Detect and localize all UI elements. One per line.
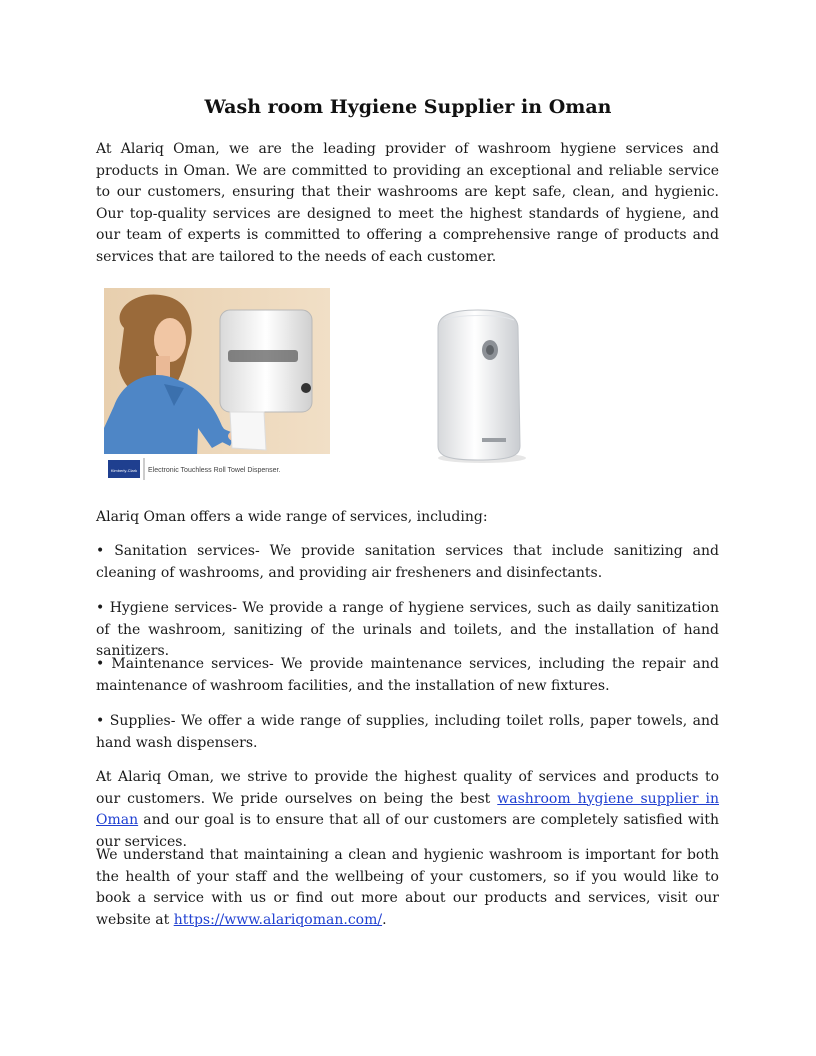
closing-paragraph-1 <box>96 767 719 853</box>
towel-dispenser-photo <box>104 288 330 484</box>
service-item-hygiene: • Hygiene services- We provide a range of hygiene services, such as daily sanitization of the washroom, sanitizing of the urinals and toilets, and the installation of hand sanitizers. <box>96 600 719 660</box>
service-item-supplies: • Supplies- We offer a wide range of supplies, including toilet rolls, paper towels, and hand wash dispensers. <box>96 713 719 751</box>
page-title: Wash room Hygiene Supplier in Oman <box>204 96 612 118</box>
services-intro: Alariq Oman offers a wide range of services, including: <box>96 509 488 525</box>
closing-2-text-after: . <box>382 911 387 928</box>
supplier-link[interactable]: washroom hygiene supplier in Oman <box>96 790 719 829</box>
brand-logo-text: Kimberly-Clark <box>110 468 138 473</box>
closing-2-text-before: We understand that maintaining a clean and hygienic washroom is important for both the health of your staff and the wellbeing of your customers, so if you would like to book a service with us or find out more about our products and services, visit our website at <box>96 847 719 928</box>
dispenser-caption: Electronic Touchless Roll Towel Dispenser. <box>148 467 281 474</box>
service-item-maintenance: • Maintenance services- We provide maintenance services, including the repair and maintenance of washroom facilities, and the installation of new fixtures. <box>96 656 719 694</box>
service-item-sanitation: • Sanitation services- We provide sanitation services that include sanitizing and cleaning of washrooms, and providing air fresheners and disinfectants. <box>96 543 719 581</box>
air-freshener-photo <box>420 306 540 466</box>
intro-paragraph: At Alariq Oman, we are the leading provider of washroom hygiene services and products in Oman. We are committed to providing an exceptional and reliable service to our customers, ensuring that their washrooms are kept safe, clean, and hygienic. Our top-quality services are designed to meet the highest standards of hygiene, and our team of experts is committed to offering a comprehensive range of products and services that are tailored to the needs of each customer. <box>96 141 719 265</box>
closing-paragraph-2 <box>96 845 719 931</box>
closing-1-text-before: At Alariq Oman, we strive to provide the highest quality of services and products to our customers. We pride ourselves on being the best <box>96 769 719 807</box>
closing-1-text-after: and our goal is to ensure that all of our customers are completely satisfied with our services. <box>96 812 719 850</box>
website-link[interactable]: https://www.alariqoman.com/ <box>173 911 383 928</box>
